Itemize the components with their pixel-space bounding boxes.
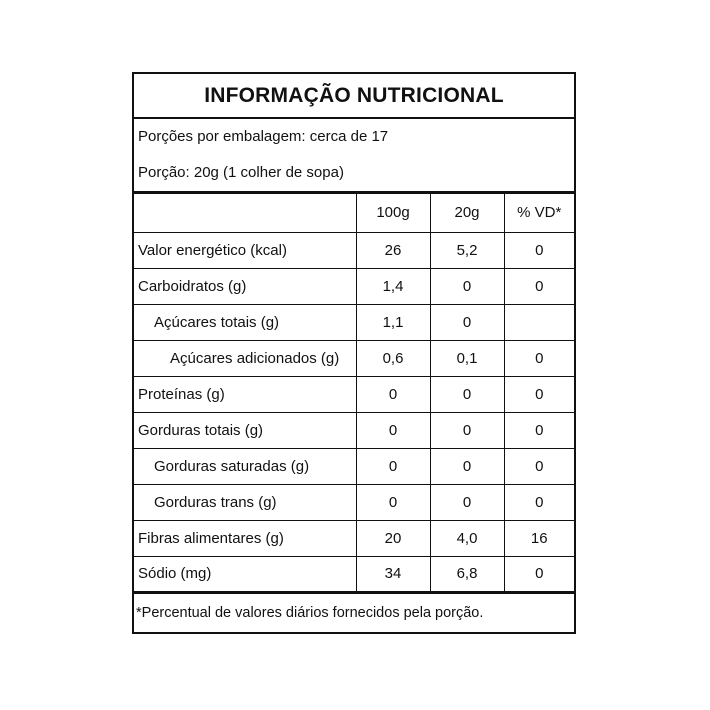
- value-vd: 0: [504, 376, 574, 412]
- value-vd: 0: [504, 448, 574, 484]
- nutrition-table: [134, 194, 574, 594]
- value-20g: 0,1: [430, 340, 504, 376]
- nutrient-name: Gorduras totais (g): [134, 412, 356, 448]
- nutrient-name: Valor energético (kcal): [134, 232, 356, 268]
- nutrient-name: Fibras alimentares (g): [134, 520, 356, 556]
- value-vd: 16: [504, 520, 574, 556]
- value-100g: 20: [356, 520, 430, 556]
- table-row-saturated-fats: [134, 448, 574, 484]
- table-header-row: [134, 194, 574, 232]
- value-20g: 5,2: [430, 232, 504, 268]
- nutrient-name: Carboidratos (g): [134, 268, 356, 304]
- serving-info: [134, 119, 574, 194]
- table-row-total-sugars: [134, 304, 574, 340]
- value-20g: 0: [430, 484, 504, 520]
- value-vd: 0: [504, 232, 574, 268]
- column-header-vd: % VD*: [504, 194, 574, 232]
- value-20g: 0: [430, 376, 504, 412]
- table-row-energy: [134, 232, 574, 268]
- value-vd: 0: [504, 340, 574, 376]
- value-100g: 0: [356, 484, 430, 520]
- table-row-dietary-fiber: [134, 520, 574, 556]
- value-20g: 0: [430, 304, 504, 340]
- table-row-added-sugars: [134, 340, 574, 376]
- nutrient-name: Gorduras trans (g): [134, 484, 356, 520]
- value-100g: 0: [356, 412, 430, 448]
- label-title: INFORMAÇÃO NUTRICIONAL: [134, 74, 574, 119]
- table-row-trans-fats: [134, 484, 574, 520]
- value-100g: 0: [356, 376, 430, 412]
- column-header-100g: 100g: [356, 194, 430, 232]
- portion-size: Porção: 20g (1 colher de sopa): [138, 164, 344, 181]
- servings-per-package: Porções por embalagem: cerca de 17: [138, 128, 389, 145]
- value-vd: 0: [504, 484, 574, 520]
- value-20g: 0: [430, 412, 504, 448]
- value-20g: 6,8: [430, 556, 504, 592]
- value-20g: 4,0: [430, 520, 504, 556]
- nutrient-name: Gorduras saturadas (g): [134, 448, 356, 484]
- value-100g: 1,4: [356, 268, 430, 304]
- value-100g: 34: [356, 556, 430, 592]
- value-20g: 0: [430, 268, 504, 304]
- nutrient-name: Açúcares totais (g): [134, 304, 356, 340]
- value-20g: 0: [430, 448, 504, 484]
- nutrient-name: Proteínas (g): [134, 376, 356, 412]
- table-row-carbohydrates: [134, 268, 574, 304]
- value-vd: [504, 304, 574, 340]
- column-header-20g: 20g: [430, 194, 504, 232]
- column-header-nutrient: [134, 194, 356, 232]
- value-100g: 26: [356, 232, 430, 268]
- value-100g: 0,6: [356, 340, 430, 376]
- nutrient-name: Sódio (mg): [134, 556, 356, 592]
- nutrition-facts-label: [132, 72, 576, 634]
- footnote: *Percentual de valores diários fornecidos pela porção.: [136, 604, 484, 621]
- value-vd: 0: [504, 556, 574, 592]
- value-vd: 0: [504, 268, 574, 304]
- value-vd: 0: [504, 412, 574, 448]
- table-row-total-fats: [134, 412, 574, 448]
- table-row-sodium: [134, 556, 574, 592]
- table-row-proteins: [134, 376, 574, 412]
- nutrient-name: Açúcares adicionados (g): [134, 340, 356, 376]
- value-100g: 0: [356, 448, 430, 484]
- value-100g: 1,1: [356, 304, 430, 340]
